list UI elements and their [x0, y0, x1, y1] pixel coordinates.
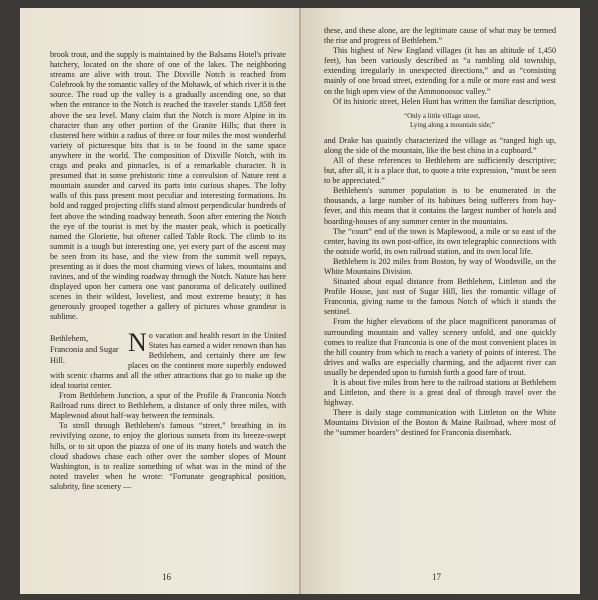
body-paragraph: All of these references to Bethlehem are sufficiently descriptive; but, after all, it is a place that, to quote a trite expression, “must be seen to be appreciated.”: [324, 155, 556, 186]
body-paragraph: Situated about equal distance from Bethlehem, Littleton and the Profile House, just east of Sugar Hill, lies the romantic village of Franconia, giving name to the famous Notch of which it stands the sentinel.: [324, 277, 556, 317]
body-paragraph: brook trout, and the supply is maintained by the Balsams Hotel's private hatchery, located on the shore of one of the lakes. The neighboring streams are alive with trout. The Dixville Notch is reached from Colebrook by the romantic valley of the Mohawk, of which river it is the source. The road up the valley is a gradually ascending one, so that when the entrance to the Notch is reached the traveler stands 1,858 feet above the sea level. Many claim that the Notch is more Alpine in its character than any other portion of the Granite Hills; that there is clustered here within a radius of three or four miles the most wonderful variety of picturesque bits that is to be found in the same space anywhere in the world. The composition of Dixville Notch, with its crags and peaks and pinnacles, is of a remarkable character. It is presumed that in some prehistoric time a convulsion of Nature rent a mountain asunder and carved its parts into curious shapes. The lofty walls of this pass present most peculiar and interesting formations. Its bold and ragged projecting cliffs stand almost perpendicular hundreds of feet above the winding roadway beneath. Soon after entering the Notch the eye of the tourist is met by the master peak, which is poetically named the Gloriette, but oftener called Table Rock. The climb to its summit is a tough but interesting one, yet every part of the ascent may be seen from its base, and the view from the summit well repays, presenting as it does the most charming views of lakes, mountains and ravines, and of the winding roadway through the Notch. Nature has here displayed upon her camera one vast panorama of delicately outlined scenes in their wildest, loveliest, and most extreme beauty; it has generously grouped together a gallery of pictures whose grandeur is sublime.: [50, 50, 287, 322]
page-number: 17: [432, 572, 441, 582]
verse-quote: [404, 112, 556, 130]
quote-line: “Only a little village street,: [404, 111, 481, 120]
right-page: [300, 8, 580, 594]
body-paragraph: There is daily stage communication with Littleton on the White Mountains Division of the Boston & Maine Railroad, where most of the “summer boarders” destined for Franconia disembark.: [324, 408, 556, 438]
section-first-paragraph: o vacation and health resort in the United States has earned a wider renown than has Bethlehem, and certainly there are few places on the continent more superbly endowed with scenic charms and all the other attractions that go to make up the ideal tourist center.: [50, 330, 286, 390]
body-paragraph: Of its historic street, Helen Hunt has written the familiar description,: [333, 96, 556, 106]
body-paragraph: these, and these alone, are the legitimate cause of what may be termed the rise and progress of Bethlehem.”: [324, 26, 556, 46]
body-paragraph: Bethlehem's summer population is to be enumerated in the thousands, a large number of its habitues being sufferers from hay-fever, and this means that it contains the largest number of hotels and boarding-houses of any summer center in the mountains.: [324, 186, 556, 226]
body-paragraph: From the higher elevations of the place magnificent panoramas of surrounding mountain and valley scenery unfold, and one quickly comes to realize that Franconia is one of the most convenient places in the hill country from which to reach a variety of points of interest. The drives and walks are especially charming, and the adjacent river can usually be depended upon to furnish forth a good fare of trout.: [324, 317, 556, 377]
section-bethlehem: [50, 331, 286, 392]
body-paragraph: To stroll through Bethlehem's famous “street,” breathing in its revivifying ozone, to enjoy the glorious sunsets from its breeze-swept hills, or to sit upon the piazza of one of its many hotels and watch the cloud shadows chase each other over the somber slopes of Mount Washington, is to realize something of what was in the mind of the noted traveler when he wrote: “Fortunate geographical position, salubrity, fine scenery —: [50, 421, 286, 491]
quote-line: Lying along a mountain side;”: [410, 120, 495, 129]
left-page: [20, 8, 300, 594]
body-paragraph: It is about five miles from here to the railroad stations at Bethlehem and Littleton, and there is a great deal of through travel over the highway.: [324, 378, 556, 408]
body-paragraph: and Drake has quaintly characterized the village as “ranged high up, along the side of the mountain, like the best china in a cupboard.”: [324, 135, 556, 155]
section-heading: Bethlehem, Franconia and Sugar Hill.: [50, 333, 119, 365]
drop-cap: N: [128, 330, 147, 357]
body-paragraph: Bethlehem is 202 miles from Boston, by way of Woodsville, on the White Mountains Division.: [324, 256, 556, 276]
book-spread: [20, 8, 580, 594]
page-number: 16: [162, 572, 171, 582]
body-paragraph: This highest of New England villages (it has an altitude of 1,450 feet), has been variously described as “a rambling old township, extending irregularly in unexpected directions,” and as “consisting mainly of one broad street, extending for a mile or more east and west on the high open view of the Ammonoosuc valley.”: [324, 46, 556, 96]
book-gutter: [299, 8, 301, 594]
body-paragraph: The “court” end of the town is Maplewood, a mile or so east of the center, having its own post-office, its own telegraphic connections with the outside world, its own railroad station, and its own local life.: [324, 226, 556, 256]
body-paragraph: From Bethlehem Junction, a spur of the Profile & Franconia Notch Railroad runs direct to Bethlehem, a distance of only three miles, with Maplewood about half-way between the terminals.: [50, 391, 286, 421]
